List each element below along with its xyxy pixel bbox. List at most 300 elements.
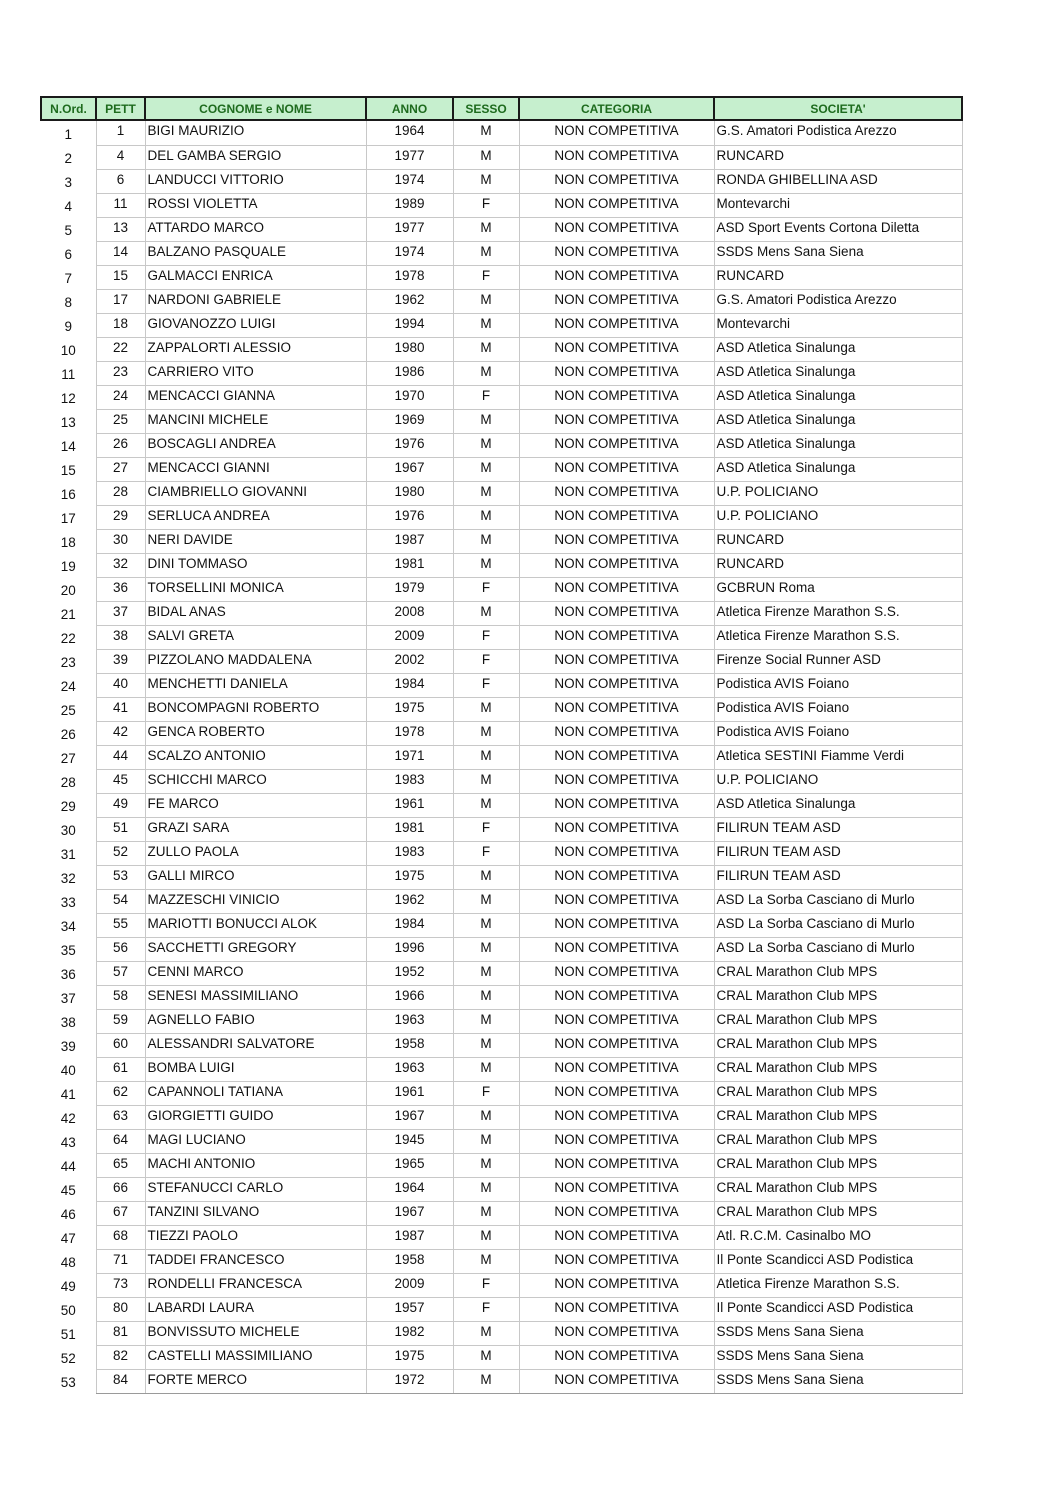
cell-pett: 55 — [96, 913, 145, 937]
cell-societa: CRAL Marathon Club MPS — [714, 1153, 962, 1177]
cell-categoria: NON COMPETITIVA — [519, 1081, 714, 1105]
cell-name: AGNELLO FABIO — [145, 1009, 366, 1033]
cell-anno: 1970 — [366, 385, 453, 409]
cell-name: MAGI LUCIANO — [145, 1129, 366, 1153]
cell-categoria: NON COMPETITIVA — [519, 937, 714, 961]
cell-societa: G.S. Amatori Podistica Arezzo — [714, 120, 962, 145]
cell-sesso: M — [453, 313, 519, 337]
cell-categoria: NON COMPETITIVA — [519, 625, 714, 649]
cell-anno: 1975 — [366, 1345, 453, 1369]
cell-pett: 49 — [96, 793, 145, 817]
cell-categoria: NON COMPETITIVA — [519, 217, 714, 241]
cell-societa: Atletica Firenze Marathon S.S. — [714, 1273, 962, 1297]
cell-societa: G.S. Amatori Podistica Arezzo — [714, 289, 962, 313]
cell-societa: Podistica AVIS Foiano — [714, 721, 962, 745]
cell-pett: 81 — [96, 1321, 145, 1345]
cell-name: ATTARDO MARCO — [145, 217, 366, 241]
cell-pett: 24 — [96, 385, 145, 409]
cell-categoria: NON COMPETITIVA — [519, 985, 714, 1009]
table-row — [41, 241, 962, 265]
cell-nord: 21 — [60, 607, 76, 622]
table-row — [41, 865, 962, 889]
table-row — [41, 385, 962, 409]
cell-pett: 60 — [96, 1033, 145, 1057]
cell-pett: 57 — [96, 961, 145, 985]
table-row — [41, 1129, 962, 1153]
cell-pett: 67 — [96, 1201, 145, 1225]
cell-name: MANCINI MICHELE — [145, 409, 366, 433]
cell-anno: 1962 — [366, 289, 453, 313]
table-body — [41, 120, 962, 1393]
cell-societa: FILIRUN TEAM ASD — [714, 841, 962, 865]
cell-sesso: F — [453, 385, 519, 409]
cell-societa: SSDS Mens Sana Siena — [714, 1345, 962, 1369]
cell-categoria: NON COMPETITIVA — [519, 865, 714, 889]
cell-nord: 48 — [60, 1255, 76, 1270]
cell-pett: 32 — [96, 553, 145, 577]
cell-sesso: M — [453, 120, 519, 145]
table-row — [41, 1201, 962, 1225]
cell-anno: 1987 — [366, 1225, 453, 1249]
cell-societa: ASD La Sorba Casciano di Murlo — [714, 889, 962, 913]
cell-name: DINI TOMMASO — [145, 553, 366, 577]
table-row — [41, 721, 962, 745]
cell-anno: 1984 — [366, 913, 453, 937]
cell-nord: 32 — [60, 871, 76, 886]
cell-pett: 40 — [96, 673, 145, 697]
cell-nord: 23 — [60, 655, 76, 670]
table-row — [41, 913, 962, 937]
cell-sesso: M — [453, 961, 519, 985]
cell-pett: 66 — [96, 1177, 145, 1201]
table-row — [41, 409, 962, 433]
cell-nord: 31 — [60, 847, 76, 862]
table-row — [41, 793, 962, 817]
cell-name: MENCACCI GIANNI — [145, 457, 366, 481]
cell-sesso: M — [453, 1177, 519, 1201]
cell-name: MARIOTTI BONUCCI ALOK — [145, 913, 366, 937]
cell-societa: RUNCARD — [714, 553, 962, 577]
header-societa: SOCIETA' — [714, 97, 962, 120]
cell-sesso: F — [453, 1273, 519, 1297]
cell-categoria: NON COMPETITIVA — [519, 313, 714, 337]
table-row — [41, 529, 962, 553]
cell-categoria: NON COMPETITIVA — [519, 1345, 714, 1369]
cell-pett: 4 — [96, 145, 145, 169]
cell-categoria: NON COMPETITIVA — [519, 1153, 714, 1177]
table-row — [41, 1033, 962, 1057]
cell-anno: 1983 — [366, 841, 453, 865]
cell-nord: 13 — [60, 415, 76, 430]
cell-societa: Il Ponte Scandicci ASD Podistica — [714, 1249, 962, 1273]
cell-sesso: F — [453, 649, 519, 673]
table-row — [41, 769, 962, 793]
cell-pett: 38 — [96, 625, 145, 649]
cell-categoria: NON COMPETITIVA — [519, 289, 714, 313]
table-row — [41, 265, 962, 289]
cell-nord: 39 — [60, 1039, 76, 1054]
cell-sesso: M — [453, 1345, 519, 1369]
cell-name: SCALZO ANTONIO — [145, 745, 366, 769]
cell-anno: 1964 — [366, 120, 453, 145]
cell-categoria: NON COMPETITIVA — [519, 457, 714, 481]
cell-anno: 1979 — [366, 577, 453, 601]
cell-societa: Atl. R.C.M. Casinalbo MO — [714, 1225, 962, 1249]
cell-societa: Il Ponte Scandicci ASD Podistica — [714, 1297, 962, 1321]
cell-societa: ASD Atletica Sinalunga — [714, 457, 962, 481]
cell-sesso: M — [453, 481, 519, 505]
participants-sheet — [40, 96, 963, 1394]
cell-name: ZULLO PAOLA — [145, 841, 366, 865]
cell-nord: 37 — [60, 991, 76, 1006]
cell-sesso: M — [453, 1225, 519, 1249]
cell-name: TADDEI FRANCESCO — [145, 1249, 366, 1273]
header-sesso: SESSO — [453, 97, 519, 120]
cell-nord: 40 — [60, 1063, 76, 1078]
cell-categoria: NON COMPETITIVA — [519, 745, 714, 769]
cell-pett: 18 — [96, 313, 145, 337]
cell-anno: 1977 — [366, 217, 453, 241]
cell-nord: 35 — [60, 943, 76, 958]
cell-anno: 1976 — [366, 505, 453, 529]
cell-categoria: NON COMPETITIVA — [519, 1105, 714, 1129]
cell-sesso: F — [453, 265, 519, 289]
cell-name: LANDUCCI VITTORIO — [145, 169, 366, 193]
cell-anno: 1986 — [366, 361, 453, 385]
cell-pett: 58 — [96, 985, 145, 1009]
cell-sesso: M — [453, 553, 519, 577]
cell-name: BONCOMPAGNI ROBERTO — [145, 697, 366, 721]
cell-categoria: NON COMPETITIVA — [519, 481, 714, 505]
cell-pett: 44 — [96, 745, 145, 769]
cell-pett: 56 — [96, 937, 145, 961]
table-row — [41, 601, 962, 625]
table-row — [41, 433, 962, 457]
cell-nord: 12 — [60, 391, 76, 406]
cell-societa: ASD Atletica Sinalunga — [714, 433, 962, 457]
cell-sesso: M — [453, 985, 519, 1009]
cell-pett: 51 — [96, 817, 145, 841]
table-row — [41, 817, 962, 841]
cell-nord: 49 — [60, 1279, 76, 1294]
cell-categoria: NON COMPETITIVA — [519, 601, 714, 625]
cell-pett: 39 — [96, 649, 145, 673]
cell-anno: 1996 — [366, 937, 453, 961]
cell-anno: 1994 — [366, 313, 453, 337]
cell-pett: 45 — [96, 769, 145, 793]
cell-societa: RONDA GHIBELLINA ASD — [714, 169, 962, 193]
cell-pett: 26 — [96, 433, 145, 457]
cell-nord: 22 — [60, 631, 76, 646]
cell-name: RONDELLI FRANCESCA — [145, 1273, 366, 1297]
cell-societa: CRAL Marathon Club MPS — [714, 1105, 962, 1129]
cell-sesso: F — [453, 625, 519, 649]
cell-sesso: M — [453, 145, 519, 169]
table-row — [41, 1345, 962, 1369]
cell-sesso: M — [453, 289, 519, 313]
cell-sesso: M — [453, 1009, 519, 1033]
cell-sesso: M — [453, 1033, 519, 1057]
cell-nord: 15 — [60, 463, 76, 478]
cell-societa: ASD La Sorba Casciano di Murlo — [714, 937, 962, 961]
cell-name: PIZZOLANO MADDALENA — [145, 649, 366, 673]
cell-pett: 71 — [96, 1249, 145, 1273]
cell-categoria: NON COMPETITIVA — [519, 505, 714, 529]
cell-anno: 1972 — [366, 1369, 453, 1393]
cell-sesso: M — [453, 505, 519, 529]
cell-sesso: F — [453, 817, 519, 841]
table-row — [41, 313, 962, 337]
cell-categoria: NON COMPETITIVA — [519, 241, 714, 265]
cell-categoria: NON COMPETITIVA — [519, 193, 714, 217]
header-row — [41, 97, 962, 120]
cell-anno: 2009 — [366, 625, 453, 649]
cell-anno: 1981 — [366, 553, 453, 577]
cell-categoria: NON COMPETITIVA — [519, 1249, 714, 1273]
cell-name: BIDAL ANAS — [145, 601, 366, 625]
cell-sesso: M — [453, 1321, 519, 1345]
cell-sesso: F — [453, 1297, 519, 1321]
cell-pett: 30 — [96, 529, 145, 553]
cell-anno: 1971 — [366, 745, 453, 769]
cell-sesso: M — [453, 937, 519, 961]
cell-name: GIORGIETTI GUIDO — [145, 1105, 366, 1129]
table-row — [41, 1273, 962, 1297]
table-row — [41, 1057, 962, 1081]
table-row — [41, 577, 962, 601]
cell-name: MACHI ANTONIO — [145, 1153, 366, 1177]
cell-pett: 68 — [96, 1225, 145, 1249]
cell-nord: 25 — [60, 703, 76, 718]
cell-sesso: M — [453, 241, 519, 265]
cell-societa: ASD Atletica Sinalunga — [714, 337, 962, 361]
cell-name: CENNI MARCO — [145, 961, 366, 985]
cell-nord: 51 — [60, 1327, 76, 1342]
cell-anno: 1980 — [366, 337, 453, 361]
cell-anno: 1975 — [366, 865, 453, 889]
cell-anno: 1975 — [366, 697, 453, 721]
cell-pett: 23 — [96, 361, 145, 385]
cell-sesso: M — [453, 913, 519, 937]
table-row — [41, 553, 962, 577]
table-row — [41, 289, 962, 313]
cell-nord: 4 — [64, 199, 72, 214]
table-row — [41, 193, 962, 217]
cell-sesso: M — [453, 433, 519, 457]
cell-societa: CRAL Marathon Club MPS — [714, 1201, 962, 1225]
cell-categoria: NON COMPETITIVA — [519, 649, 714, 673]
table-row — [41, 145, 962, 169]
cell-name: CARRIERO VITO — [145, 361, 366, 385]
cell-societa: ASD Atletica Sinalunga — [714, 409, 962, 433]
cell-anno: 1969 — [366, 409, 453, 433]
cell-categoria: NON COMPETITIVA — [519, 1297, 714, 1321]
cell-anno: 1978 — [366, 265, 453, 289]
cell-societa: Montevarchi — [714, 313, 962, 337]
cell-sesso: M — [453, 337, 519, 361]
table-row — [41, 673, 962, 697]
table-row — [41, 169, 962, 193]
cell-societa: Podistica AVIS Foiano — [714, 673, 962, 697]
cell-nord: 2 — [64, 151, 72, 166]
cell-societa: FILIRUN TEAM ASD — [714, 817, 962, 841]
cell-societa: GCBRUN Roma — [714, 577, 962, 601]
cell-societa: Atletica Firenze Marathon S.S. — [714, 601, 962, 625]
cell-categoria: NON COMPETITIVA — [519, 577, 714, 601]
cell-societa: ASD Atletica Sinalunga — [714, 361, 962, 385]
cell-societa: RUNCARD — [714, 145, 962, 169]
cell-sesso: M — [453, 529, 519, 553]
table-row — [41, 1321, 962, 1345]
cell-nord: 6 — [64, 247, 72, 262]
cell-name: MAZZESCHI VINICIO — [145, 889, 366, 913]
cell-nord: 7 — [64, 271, 72, 286]
cell-anno: 1961 — [366, 1081, 453, 1105]
cell-anno: 1983 — [366, 769, 453, 793]
cell-nord: 53 — [60, 1375, 76, 1390]
cell-categoria: NON COMPETITIVA — [519, 1321, 714, 1345]
cell-pett: 28 — [96, 481, 145, 505]
cell-categoria: NON COMPETITIVA — [519, 409, 714, 433]
cell-categoria: NON COMPETITIVA — [519, 769, 714, 793]
cell-name: BONVISSUTO MICHELE — [145, 1321, 366, 1345]
cell-name: BIGI MAURIZIO — [145, 120, 366, 145]
table-row — [41, 745, 962, 769]
cell-anno: 1966 — [366, 985, 453, 1009]
cell-name: FE MARCO — [145, 793, 366, 817]
table-row — [41, 337, 962, 361]
cell-name: SENESI MASSIMILIANO — [145, 985, 366, 1009]
cell-societa: CRAL Marathon Club MPS — [714, 1009, 962, 1033]
cell-categoria: NON COMPETITIVA — [519, 529, 714, 553]
cell-nord: 47 — [60, 1231, 76, 1246]
cell-societa: Podistica AVIS Foiano — [714, 697, 962, 721]
cell-categoria: NON COMPETITIVA — [519, 1369, 714, 1393]
cell-categoria: NON COMPETITIVA — [519, 673, 714, 697]
cell-sesso: F — [453, 193, 519, 217]
table-row — [41, 1009, 962, 1033]
cell-anno: 1967 — [366, 457, 453, 481]
header-nord: N.Ord. — [41, 97, 96, 120]
cell-name: TORSELLINI MONICA — [145, 577, 366, 601]
cell-nord: 20 — [60, 583, 76, 598]
cell-societa: CRAL Marathon Club MPS — [714, 1177, 962, 1201]
cell-categoria: NON COMPETITIVA — [519, 433, 714, 457]
cell-name: NARDONI GABRIELE — [145, 289, 366, 313]
cell-name: BALZANO PASQUALE — [145, 241, 366, 265]
cell-societa: CRAL Marathon Club MPS — [714, 1081, 962, 1105]
cell-anno: 1974 — [366, 241, 453, 265]
cell-name: SACCHETTI GREGORY — [145, 937, 366, 961]
cell-nord: 14 — [60, 439, 76, 454]
cell-name: GENCA ROBERTO — [145, 721, 366, 745]
table-row — [41, 120, 962, 145]
cell-anno: 1982 — [366, 1321, 453, 1345]
cell-sesso: M — [453, 769, 519, 793]
cell-sesso: M — [453, 1249, 519, 1273]
cell-name: ZAPPALORTI ALESSIO — [145, 337, 366, 361]
cell-sesso: M — [453, 601, 519, 625]
table-row — [41, 1369, 962, 1393]
cell-sesso: M — [453, 361, 519, 385]
cell-pett: 27 — [96, 457, 145, 481]
cell-pett: 22 — [96, 337, 145, 361]
cell-name: GRAZI SARA — [145, 817, 366, 841]
table-row — [41, 1081, 962, 1105]
cell-name: MENCACCI GIANNA — [145, 385, 366, 409]
cell-nord: 46 — [60, 1207, 76, 1222]
cell-name: BOMBA LUIGI — [145, 1057, 366, 1081]
cell-categoria: NON COMPETITIVA — [519, 961, 714, 985]
cell-pett: 54 — [96, 889, 145, 913]
table-row — [41, 481, 962, 505]
cell-name: ALESSANDRI SALVATORE — [145, 1033, 366, 1057]
cell-categoria: NON COMPETITIVA — [519, 1057, 714, 1081]
table-row — [41, 1177, 962, 1201]
header-categoria: CATEGORIA — [519, 97, 714, 120]
cell-pett: 6 — [96, 169, 145, 193]
cell-nord: 17 — [60, 511, 76, 526]
table-row — [41, 697, 962, 721]
cell-anno: 1965 — [366, 1153, 453, 1177]
cell-sesso: M — [453, 697, 519, 721]
table-row — [41, 1249, 962, 1273]
cell-anno: 1978 — [366, 721, 453, 745]
cell-categoria: NON COMPETITIVA — [519, 169, 714, 193]
cell-name: GIOVANOZZO LUIGI — [145, 313, 366, 337]
cell-nord: 34 — [60, 919, 76, 934]
cell-pett: 1 — [96, 120, 145, 145]
cell-sesso: M — [453, 889, 519, 913]
cell-societa: U.P. POLICIANO — [714, 505, 962, 529]
cell-pett: 61 — [96, 1057, 145, 1081]
cell-societa: SSDS Mens Sana Siena — [714, 1369, 962, 1393]
cell-nord: 26 — [60, 727, 76, 742]
cell-categoria: NON COMPETITIVA — [519, 385, 714, 409]
cell-nord: 38 — [60, 1015, 76, 1030]
cell-nord: 44 — [60, 1159, 76, 1174]
cell-societa: ASD Atletica Sinalunga — [714, 793, 962, 817]
cell-nord: 45 — [60, 1183, 76, 1198]
cell-name: LABARDI LAURA — [145, 1297, 366, 1321]
cell-pett: 65 — [96, 1153, 145, 1177]
table-row — [41, 625, 962, 649]
cell-pett: 17 — [96, 289, 145, 313]
cell-sesso: M — [453, 1129, 519, 1153]
cell-societa: CRAL Marathon Club MPS — [714, 961, 962, 985]
cell-pett: 42 — [96, 721, 145, 745]
cell-name: CASTELLI MASSIMILIANO — [145, 1345, 366, 1369]
cell-anno: 1981 — [366, 817, 453, 841]
cell-anno: 1957 — [366, 1297, 453, 1321]
table-row — [41, 1225, 962, 1249]
cell-name: BOSCAGLI ANDREA — [145, 433, 366, 457]
cell-name: TIEZZI PAOLO — [145, 1225, 366, 1249]
cell-categoria: NON COMPETITIVA — [519, 1201, 714, 1225]
cell-nord: 19 — [60, 559, 76, 574]
cell-pett: 13 — [96, 217, 145, 241]
cell-nord: 33 — [60, 895, 76, 910]
cell-sesso: F — [453, 577, 519, 601]
cell-pett: 41 — [96, 697, 145, 721]
cell-societa: SSDS Mens Sana Siena — [714, 241, 962, 265]
header-cognome-nome: COGNOME e NOME — [145, 97, 366, 120]
cell-nord: 27 — [60, 751, 76, 766]
cell-sesso: M — [453, 169, 519, 193]
cell-name: ROSSI VIOLETTA — [145, 193, 366, 217]
cell-categoria: NON COMPETITIVA — [519, 337, 714, 361]
cell-anno: 2002 — [366, 649, 453, 673]
